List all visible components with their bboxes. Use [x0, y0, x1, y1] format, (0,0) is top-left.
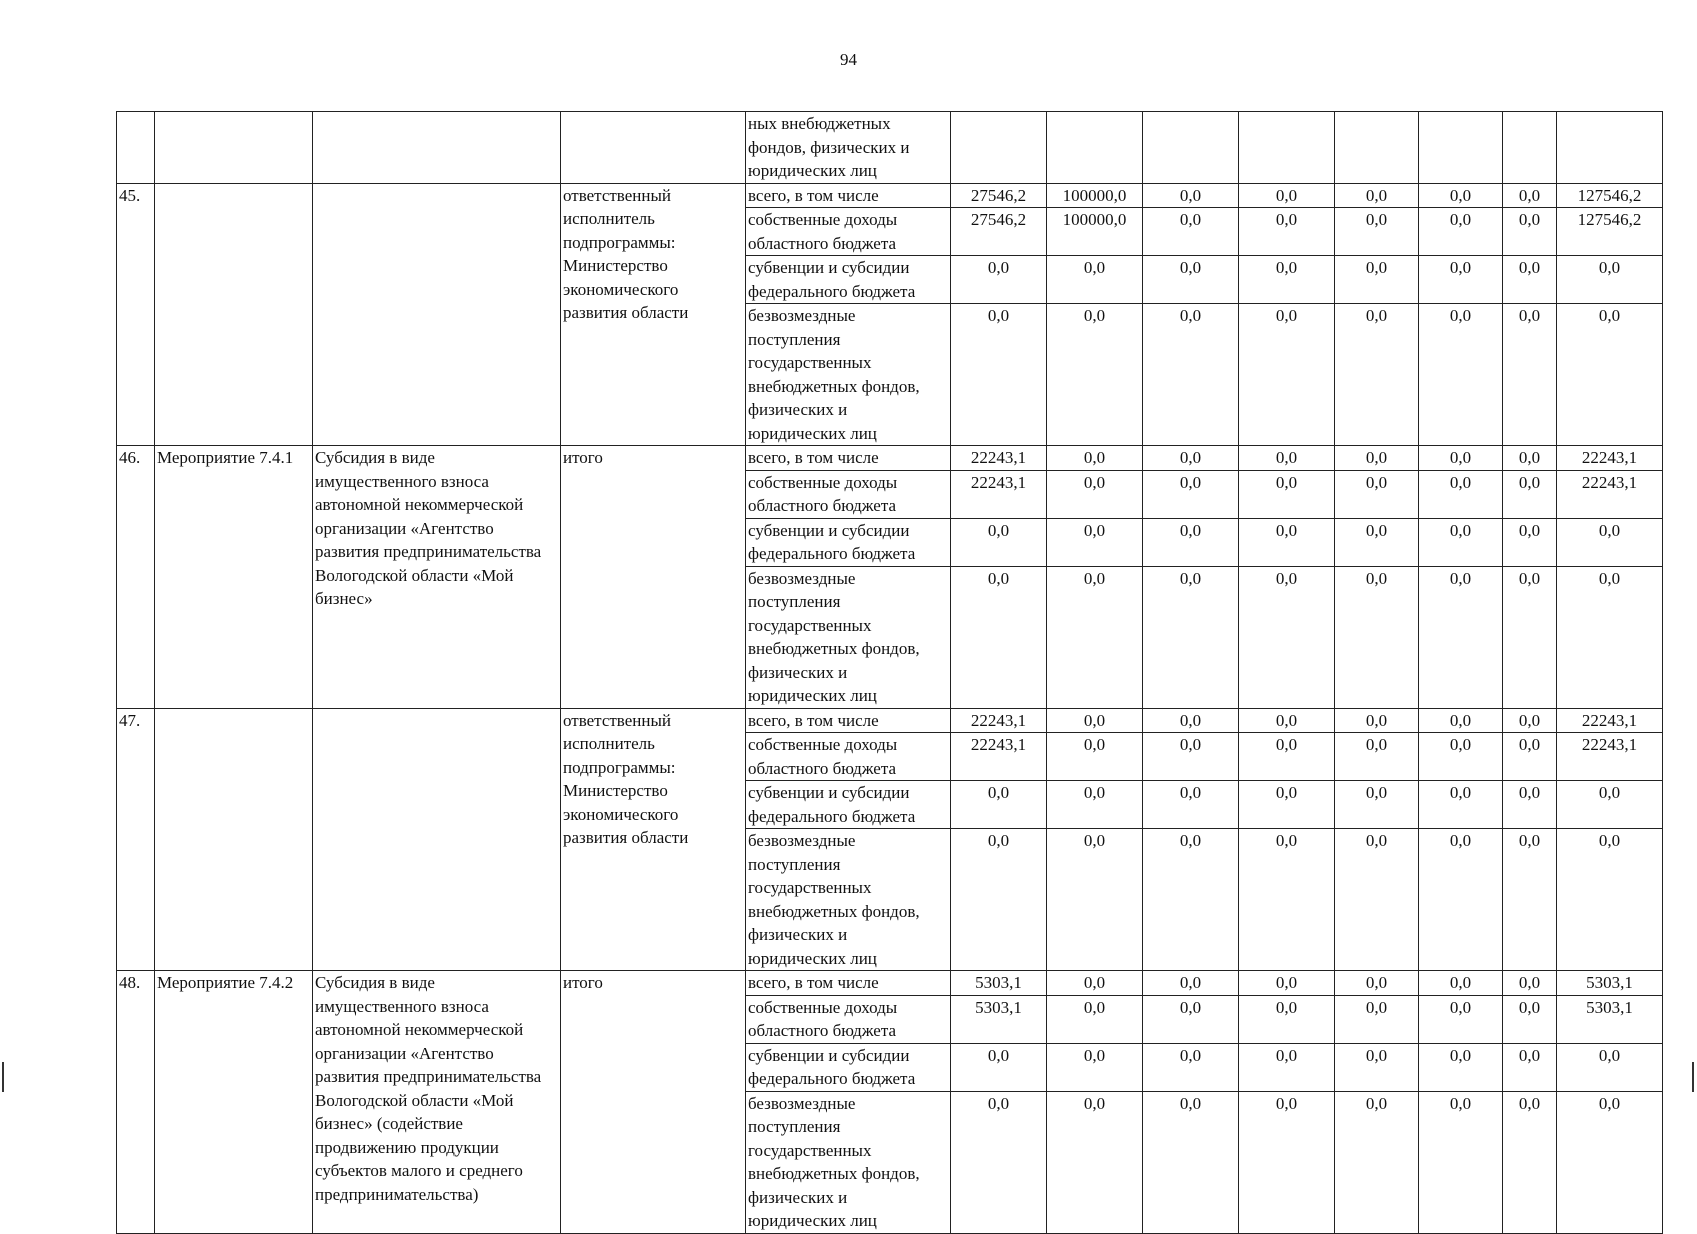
value-cell: 0,0 [1239, 971, 1335, 996]
value-cell: 0,0 [1335, 256, 1419, 304]
value-cell: 0,0 [1503, 995, 1557, 1043]
value-cell: 100000,0 [1047, 183, 1143, 208]
value-cell: 0,0 [1047, 971, 1143, 996]
value-cell: 5303,1 [951, 995, 1047, 1043]
value-cell [951, 112, 1047, 184]
value-cell: 0,0 [1557, 1043, 1663, 1091]
value-cell: 0,0 [1503, 566, 1557, 708]
value-cell: 0,0 [1335, 518, 1419, 566]
value-cell [1503, 112, 1557, 184]
value-cell: 0,0 [1239, 781, 1335, 829]
source-cell: всего, в том числе [746, 708, 951, 733]
value-cell: 0,0 [1419, 304, 1503, 446]
description-cell: Субсидия в виде имущественного взноса автономной некоммерческой организации «Агентство развития предпринимательства Вологодской области «Мой бизнес» (содействие продвижению продукции субъектов малого и среднего предпринимательства) [313, 971, 561, 1234]
value-cell: 0,0 [1047, 733, 1143, 781]
value-cell: 22243,1 [1557, 446, 1663, 471]
value-cell: 0,0 [1419, 829, 1503, 971]
source-cell: безвозмездные поступления государственных внебюджетных фондов, физических и юридических лиц [746, 829, 951, 971]
value-cell: 0,0 [1239, 518, 1335, 566]
value-cell: 22243,1 [951, 733, 1047, 781]
value-cell: 0,0 [1419, 995, 1503, 1043]
value-cell: 0,0 [951, 1043, 1047, 1091]
value-cell: 0,0 [1335, 995, 1419, 1043]
value-cell: 0,0 [1143, 470, 1239, 518]
source-cell: собственные доходы областного бюджета [746, 470, 951, 518]
value-cell: 0,0 [1335, 446, 1419, 471]
value-cell: 0,0 [1419, 518, 1503, 566]
description-cell [313, 183, 561, 446]
value-cell: 27546,2 [951, 208, 1047, 256]
source-cell: субвенции и субсидии федерального бюджета [746, 256, 951, 304]
executor-cell [561, 112, 746, 184]
value-cell: 0,0 [1143, 518, 1239, 566]
value-cell: 0,0 [1503, 708, 1557, 733]
row-num-cell: 48. [117, 971, 155, 1234]
value-cell: 0,0 [1239, 733, 1335, 781]
value-cell: 0,0 [1047, 995, 1143, 1043]
description-cell: Субсидия в виде имущественного взноса автономной некоммерческой организации «Агентство развития предпринимательства Вологодской области «Мой бизнес» [313, 446, 561, 709]
value-cell: 127546,2 [1557, 183, 1663, 208]
value-cell: 0,0 [1419, 470, 1503, 518]
value-cell: 0,0 [1503, 304, 1557, 446]
source-cell: безвозмездные поступления государственных внебюджетных фондов, физических и юридических лиц [746, 566, 951, 708]
value-cell: 0,0 [1503, 183, 1557, 208]
value-cell: 0,0 [1503, 733, 1557, 781]
value-cell: 0,0 [1419, 208, 1503, 256]
row-num-cell: 45. [117, 183, 155, 446]
value-cell: 0,0 [1503, 829, 1557, 971]
value-cell: 0,0 [1239, 304, 1335, 446]
executor-cell: ответственный исполнитель подпрограммы: Министерство экономического развития области [561, 183, 746, 446]
source-cell: собственные доходы областного бюджета [746, 995, 951, 1043]
row-num-cell [117, 112, 155, 184]
value-cell: 0,0 [1557, 304, 1663, 446]
value-cell: 0,0 [1557, 1091, 1663, 1233]
value-cell: 0,0 [1143, 1043, 1239, 1091]
value-cell: 0,0 [1503, 781, 1557, 829]
value-cell: 0,0 [1143, 256, 1239, 304]
table-row [117, 112, 1663, 184]
value-cell: 0,0 [1335, 1043, 1419, 1091]
description-cell [313, 112, 561, 184]
value-cell: 0,0 [1335, 829, 1419, 971]
executor-cell: итого [561, 971, 746, 1234]
value-cell: 0,0 [1239, 1043, 1335, 1091]
source-cell: всего, в том числе [746, 446, 951, 471]
value-cell: 5303,1 [1557, 971, 1663, 996]
value-cell: 0,0 [1503, 1091, 1557, 1233]
value-cell: 0,0 [1143, 829, 1239, 971]
value-cell: 0,0 [1557, 518, 1663, 566]
value-cell: 0,0 [1239, 446, 1335, 471]
value-cell: 0,0 [1143, 446, 1239, 471]
value-cell: 0,0 [1503, 470, 1557, 518]
value-cell: 0,0 [951, 781, 1047, 829]
value-cell: 0,0 [1143, 566, 1239, 708]
value-cell: 0,0 [1503, 256, 1557, 304]
value-cell: 0,0 [951, 518, 1047, 566]
value-cell: 0,0 [1503, 446, 1557, 471]
value-cell: 0,0 [951, 304, 1047, 446]
measure-cell: Мероприятие 7.4.2 [155, 971, 313, 1234]
value-cell: 0,0 [1143, 781, 1239, 829]
table-row [117, 446, 1663, 471]
value-cell: 0,0 [1557, 256, 1663, 304]
value-cell: 0,0 [951, 829, 1047, 971]
source-cell: всего, в том числе [746, 183, 951, 208]
value-cell: 0,0 [1047, 304, 1143, 446]
value-cell: 0,0 [1419, 708, 1503, 733]
source-cell: всего, в том числе [746, 971, 951, 996]
value-cell: 0,0 [1239, 1091, 1335, 1233]
measure-cell [155, 708, 313, 971]
value-cell: 0,0 [1143, 183, 1239, 208]
source-cell: субвенции и субсидии федерального бюджета [746, 1043, 951, 1091]
value-cell [1239, 112, 1335, 184]
value-cell: 100000,0 [1047, 208, 1143, 256]
value-cell: 0,0 [1143, 971, 1239, 996]
value-cell: 0,0 [1047, 566, 1143, 708]
value-cell: 0,0 [1239, 256, 1335, 304]
value-cell: 0,0 [1335, 566, 1419, 708]
source-cell: собственные доходы областного бюджета [746, 208, 951, 256]
value-cell: 0,0 [1047, 1043, 1143, 1091]
value-cell: 0,0 [1419, 1091, 1503, 1233]
value-cell: 0,0 [1047, 829, 1143, 971]
margin-mark-right [1692, 1062, 1694, 1092]
value-cell: 0,0 [1239, 208, 1335, 256]
value-cell: 0,0 [1047, 446, 1143, 471]
value-cell: 5303,1 [1557, 995, 1663, 1043]
row-num-cell: 46. [117, 446, 155, 709]
value-cell: 0,0 [1335, 781, 1419, 829]
value-cell: 0,0 [1419, 733, 1503, 781]
page-number: 94 [840, 50, 857, 69]
value-cell: 0,0 [1557, 566, 1663, 708]
value-cell: 22243,1 [1557, 733, 1663, 781]
value-cell: 0,0 [1419, 781, 1503, 829]
measure-cell [155, 112, 313, 184]
value-cell: 0,0 [1335, 183, 1419, 208]
value-cell: 22243,1 [951, 446, 1047, 471]
value-cell: 22243,1 [951, 708, 1047, 733]
value-cell [1557, 112, 1663, 184]
value-cell [1047, 112, 1143, 184]
value-cell: 0,0 [1335, 708, 1419, 733]
source-cell: собственные доходы областного бюджета [746, 733, 951, 781]
value-cell: 0,0 [1503, 518, 1557, 566]
source-cell: субвенции и субсидии федерального бюджета [746, 518, 951, 566]
value-cell: 0,0 [1047, 470, 1143, 518]
measure-cell: Мероприятие 7.4.1 [155, 446, 313, 709]
value-cell: 0,0 [1335, 470, 1419, 518]
value-cell: 5303,1 [951, 971, 1047, 996]
value-cell: 0,0 [1419, 256, 1503, 304]
value-cell: 0,0 [1335, 971, 1419, 996]
value-cell: 0,0 [1239, 183, 1335, 208]
executor-cell: итого [561, 446, 746, 709]
value-cell: 0,0 [951, 256, 1047, 304]
value-cell: 0,0 [1503, 1043, 1557, 1091]
value-cell: 0,0 [1503, 208, 1557, 256]
value-cell: 22243,1 [951, 470, 1047, 518]
margin-mark-left [2, 1062, 4, 1092]
value-cell: 0,0 [1335, 208, 1419, 256]
value-cell: 0,0 [1419, 183, 1503, 208]
value-cell: 0,0 [1419, 446, 1503, 471]
table-row [117, 708, 1663, 733]
value-cell: 0,0 [1335, 733, 1419, 781]
value-cell: 0,0 [1047, 1091, 1143, 1233]
row-num-cell: 47. [117, 708, 155, 971]
value-cell: 0,0 [1143, 304, 1239, 446]
measure-cell [155, 183, 313, 446]
value-cell: 0,0 [1419, 1043, 1503, 1091]
value-cell [1419, 112, 1503, 184]
source-cell: субвенции и субсидии федерального бюджета [746, 781, 951, 829]
value-cell: 0,0 [1047, 708, 1143, 733]
value-cell: 0,0 [1047, 256, 1143, 304]
source-cell: ных внебюджетных фондов, физических и юридических лиц [746, 112, 951, 184]
table-row [117, 971, 1663, 996]
source-cell: безвозмездные поступления государственных внебюджетных фондов, физических и юридических лиц [746, 304, 951, 446]
value-cell: 0,0 [1239, 470, 1335, 518]
value-cell: 0,0 [1419, 971, 1503, 996]
value-cell: 0,0 [1143, 733, 1239, 781]
value-cell: 27546,2 [951, 183, 1047, 208]
value-cell: 0,0 [1239, 708, 1335, 733]
description-cell [313, 708, 561, 971]
value-cell: 0,0 [1557, 829, 1663, 971]
value-cell [1335, 112, 1419, 184]
value-cell: 0,0 [1047, 781, 1143, 829]
value-cell: 0,0 [1239, 995, 1335, 1043]
value-cell: 0,0 [1503, 971, 1557, 996]
source-cell: безвозмездные поступления государственных внебюджетных фондов, физических и юридических лиц [746, 1091, 951, 1233]
value-cell: 0,0 [1239, 566, 1335, 708]
value-cell: 0,0 [1047, 518, 1143, 566]
value-cell [1143, 112, 1239, 184]
value-cell: 0,0 [1143, 208, 1239, 256]
value-cell: 22243,1 [1557, 708, 1663, 733]
value-cell: 127546,2 [1557, 208, 1663, 256]
value-cell: 0,0 [1143, 995, 1239, 1043]
value-cell: 0,0 [1419, 566, 1503, 708]
table-body [117, 112, 1663, 1234]
executor-cell: ответственный исполнитель подпрограммы: Министерство экономического развития области [561, 708, 746, 971]
value-cell: 0,0 [1335, 1091, 1419, 1233]
value-cell: 22243,1 [1557, 470, 1663, 518]
value-cell: 0,0 [1557, 781, 1663, 829]
value-cell: 0,0 [1335, 304, 1419, 446]
value-cell: 0,0 [1239, 829, 1335, 971]
value-cell: 0,0 [1143, 708, 1239, 733]
value-cell: 0,0 [951, 566, 1047, 708]
table-row [117, 183, 1663, 208]
value-cell: 0,0 [1143, 1091, 1239, 1233]
budget-table [116, 111, 1663, 1234]
value-cell: 0,0 [951, 1091, 1047, 1233]
